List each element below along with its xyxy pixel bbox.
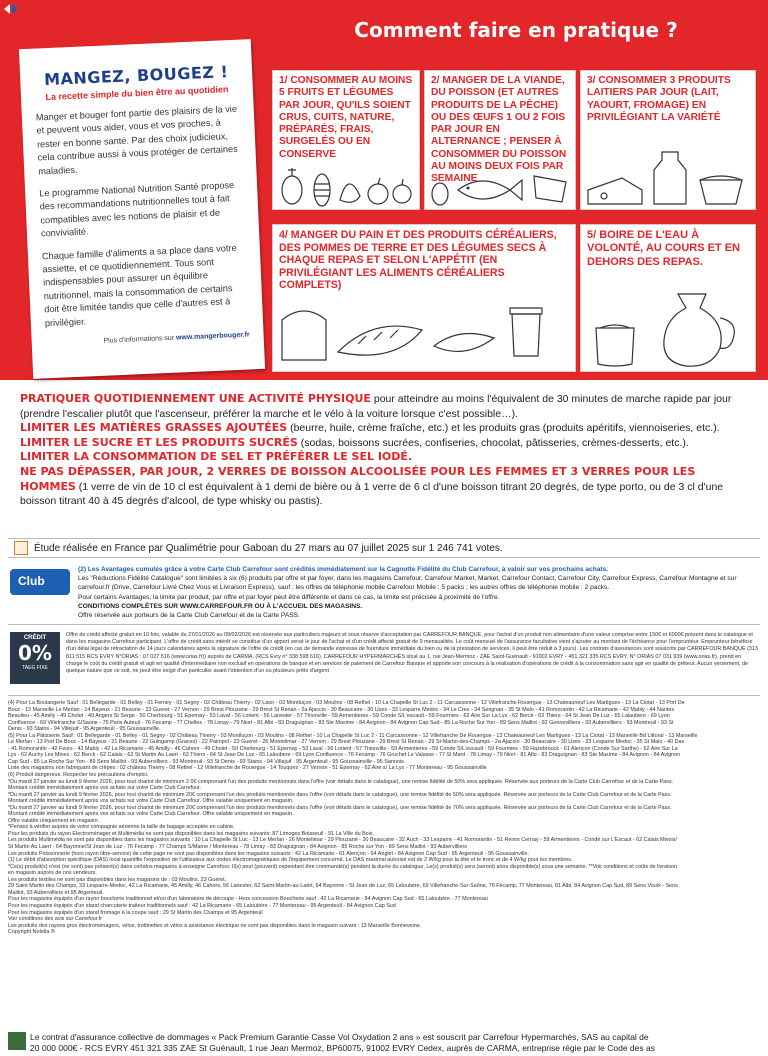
club-carrefour-section <box>8 563 760 625</box>
health-rules <box>20 392 750 509</box>
legal-line: Les produits des rayons gros électroménagers, vélos, trottinettes et vélos à assistance électrique ne sont pas disponibles dans le magasin suivant : 13 Marseille Bonneveine. <box>8 922 422 929</box>
club-conditions: (2) Les Avantages cumulés grâce à votre Carte Club Carrefour sont crédités immédiatement sur la Cagnotte Fidélité du Club Carrefour, à valoir sur vos prochains achats. Les "Réductions Fidélité Catalogue" sont limitées à six (6) produits par offre et par foyer, dans les magasins Carrefour, Carrefour Market, Market, Carrefour Contact, Carrefour City, Carrefour Express, Carrefour Montagne et sur carrefour.fr (Drive, Carrefour Livré Chez Vous et Livraison Express), sauf : les offres de téléphonie mobile Carrefour Mobile : 5 packs ; les autres offres de téléphonie mobile : 2 packs. Pour certains Avantages, la limite par produit, par offre et par foyer peut être différente et dans ce cas, la limite est précisée à proximité de l'offre. CONDITIONS COMPLÈTES SUR WWW.CARREFOUR.FR OU À L'ACCUEIL DES MAGASINS. Offre réservée aux porteurs de la Carte Club Carrefour et de la Carte PASS. <box>78 566 737 620</box>
legal-line: Offre valable uniquement en magasin. <box>8 817 99 824</box>
rule-line: NE PAS DÉPASSER, PAR JOUR, 2 VERRES DE BOISSON ALCOOLISÉE POUR LES FEMMES ET 3 VERRES POUR LES HOMMES (1 verre de vin de 10 cl est équivalent à 1 demi de bière ou à 1 verre de 6 cl d'une boisson titrant 20 degrés, de type porto, ou de 3 cl d'une boisson titrant 40 à 45 degrés d'alcool, de type whisky ou pastis). <box>20 464 724 508</box>
legal-line: Le Merlan - 13 Port De Bouc - 14 Bayeux - 21 Beaune - 22 Guingamp (Graces) - 22 Paimpol - 23 Gueret - 26 Montelimar - 27 Vernon - 29 Brest Plouzane - 29 Brest St Renan - 29 St-Martin-des-Champs - 2a Ajaccio - 30 Beaucaire - 30 Uzes - 33 Lesparre Medoc - 35 St Malo - 40 Dax <box>8 739 685 746</box>
legal-line: Voir conditions des avis sur Carrefour.fr <box>8 916 103 923</box>
legal-line: - 41 Romorantin - 42 Feurs - 42 Mably - 42 La Ricamarie - 45 Amilly - 46 Cahors - 49 Cholet - 50 Cherbourg - 51 Epernay - 53 Laval - 56 Lorient - 57 Thionville - 59 Armentieres - 59 Conde S/L'escault - 59 Fourmies - 59 Hazebrouck - 61 Alencon (Conde Sur Sarthe) - 62 Aire Sur La <box>8 745 678 752</box>
legal-line: Montant crédité immédiatement après vos achats sur votre Carte Club Carrefour. Offre valable uniquement en magasin. <box>8 798 294 805</box>
note-paragraph: Manger et bouger font partie des plaisirs de la vie et peuvent vous aider, vous et vos proches, à rester en bonne santé. Par des choix judicieux, cela contribue aussi à vous protéger de certaines maladies. <box>35 103 238 177</box>
mangez-bougez-note <box>19 39 265 379</box>
legal-line: (6) Produit dangereux. Respecter les précautions d'emploi. <box>8 772 149 779</box>
legal-line: St Martin Au Laert - 64 Bayonne/St Jean de Luz - 76 Fecamp - 77 Champs S/Marne / Montereau - 78 Limay - 83 Draguignan - 84 Avignon - 85 Roche sur Yon - 89 Sens Maillot - 93 Aubervilliers <box>8 844 467 851</box>
legal-line: Les produits Poissonnerie (hors rayon libre-service) de cette page ne sont pas disponibles dans les magasins suivants : 42 La Ricamarie - 61 Alençon - 64 Anglet - 84 Avignon Cap Sud - 95 Argenteuil - 95 Goussainville. <box>8 850 529 857</box>
insurance-icon <box>8 1032 26 1050</box>
legal-line: *Ce(s) produit(s) n'est (ne sont) pas présent(s) dans certains magasins à enseigne Carrefour. Il(s) peut (peuvent) cependant être commandé(s) pendant la durée du catalogue, Le(s) produit(s) sera (seront) alors disponible(s) sous une semaine. **Voir conditions et coûts de livraison <box>8 863 677 870</box>
rule-line: LIMITER LES MATIÈRES GRASSES AJOUTÉES (beurre, huile, crème fraîche, etc.) et les produits gras (produits apéritifs, viennoiseries, etc.). <box>20 421 720 435</box>
legal-line: 29 Saint Martin des Champs, 33 Lesparre-Medoc, 42 La Ricamarie, 45 Amilly, 46 Cahors, 56 Lanester, 62 Saint-Martin-au-Laërt, 64 Bayonne - St Jean de Luz, 65 Laloubère, 69 Villefranche-Sur-Saône, 76 Fécamp, 77 Montereau, 81 Albi, 84 Avignon Cap Sud, 89 Sens Voulx - Sens <box>8 883 678 890</box>
panel-meat-fish-eggs: 2/ MANGER DE LA VIANDE, DU POISSON (ET AUTRES PRODUITS DE LA PÊCHE) OU DES ŒUFS 1 OU 2 FOIS PAR JOUR EN ALTERNANCE ; PENSER À CONSOMMER DU POISSON AU MOINS DEUX FOIS PAR SEMAINE <box>424 70 576 210</box>
panel-fruits-vegetables: 1/ CONSOMMER AU MOINS 5 FRUITS ET LÉGUMES PAR JOUR, QU'ILS SOIENT CRUS, CUITS, NATURE, PRÉPARÉS, FRAIS, SURGELÉS OU EN CONSERVE <box>272 70 420 210</box>
fruits-vegetables-icon <box>274 160 418 208</box>
insurance-footer: Le contrat d'assurance collective de dommages « Pack Premium Garantie Casse Vol Oxydation 2 ans » est souscrit par Carrefour Hypermarchés, SAS au capital de 20 000 000€ - RCS EVRY 451 321 335 ZAE St Guénault, 1 rue Jean Mermoz, BP60075, 91002 EVRY Cedex, auprès de CARMA, entreprise régie par le Code des as <box>8 1032 760 1054</box>
rule-line: LIMITER LE SUCRE ET LES PRODUITS SUCRÉS (sodas, boissons sucrées, confiseries, chocolat, pâtisseries, crèmes-desserts, etc.). <box>20 435 689 449</box>
club-carrefour-logo: Club <box>10 569 70 595</box>
legal-line: Beaulieu - 45 Amilly - 49 Cholet - 49 Angers St Serge - 50 Cherbourg - 51 Epernay - 53 Laval - 56 Lorient - 56 Lanester - 57 Thionville - 59 Armentieres - 59 Conde S/L'escault - 59 Fourmies - 62 Aire Sur La Lys - 62 Berck - 63 Thiers - 64 St Jean De Luz - 65 Lalaubere - 69 Lyon <box>8 713 670 720</box>
meat-fish-eggs-icon <box>426 168 574 208</box>
note-title: MANGEZ, BOUGEZ ! <box>43 62 229 90</box>
note-more-info: Plus d'informations sur www.mangerbouger.fr <box>103 331 250 345</box>
legal-line: Liste des magasins non fabriquant de crêpes : 02 château Thierry - 08 Rethel - 12 Villefranche de Rouergue - 14 Touques - 27 Vernon - 51 Epernay - 62 Aire s/ La Lys - 77 Montereau - 95 Goussainville <box>8 765 487 772</box>
note-paragraph: Le programme National Nutrition Santé propose des recommandations nutritionnelles tout à fait compatibles avec les notions de plaisir et de convivialité. <box>39 179 235 239</box>
legal-line: Pour les magasins équipés d'un rayon boucherie traditionnel et/ou d'un laboratoire de découpe - Hors concession Boucherie sauf : 42 La Ricamarie - 84 Avignon Cap Sud - 65 Laloubère - 77 Montereau <box>8 896 488 903</box>
rule-line: LIMITER LA CONSOMMATION DE SEL ET PRÉFÉRER LE SEL IODÉ. <box>20 450 413 464</box>
legal-line: (4) Pour La Boulangerie Sauf : 01 Bellegarde - 01 Belley - 01 Ferney - 01 Segny - 02 Château Thierry - 02 Laon - 03 Montluçon - 03 Moulins - 08 Rethel - 10 La Chapelle St Luc 2 - 11 Carcassonne - 12 Villefranche Rouergue - 13 Chateauneuf Les Martigues - 13 La Ciotat - 13 Port De <box>8 700 685 706</box>
legal-line: Montant crédité immédiatement après vos achats sur votre Carte Club Carrefour. <box>8 785 201 792</box>
carrefour-logo-icon <box>4 4 18 14</box>
legal-line: Cap Sud - 85 La Roche Sur Yon - 89 Sens Maillot - 93 Aubervilliers - 93 Montreuil - 93 St Denis - 93 Stains - 94 Villejuif - 95 Argenteuil - 95 Goussainville - 95 Sannois. <box>8 758 406 765</box>
panel-water: 5/ BOIRE DE L'EAU À VOLONTÉ, AU COURS ET EN DEHORS DES REPAS. <box>580 224 756 372</box>
legal-line: *Du mardi 27 janvier au lundi 9 février 2026, pour tout chariot de minimum 20€ comprenant l'un des produits mentionnés dans l'offre (voir détails dans le catalogue), une remise fidélité de 70% sera appliquée. Réservée aux porteurs de la Carte Club Carrefour et de la Carte Pass. <box>8 804 672 811</box>
legal-line: Montant crédité immédiatement après vos achats sur votre Carte Club Carrefour. Offre valable uniquement en magasin. <box>8 811 294 818</box>
product-of-year-icon <box>14 541 28 555</box>
mangerbouger-link[interactable]: www.mangerbouger.fr <box>175 331 250 342</box>
legal-notes <box>8 700 760 936</box>
legal-line: Pour les produits du rayon Électroménager et Multimédia ne sont pas disponibles dans les magasins suivants: 87 Limoges Boisseuil - 91 La Ville du Bois. <box>8 830 375 837</box>
legal-line: Pour les magasins équipés d'un stand charcuterie traiteur traditionnels sauf : 42 La Ricamarie - 65 Laloubère - 77 Montereau - 95 Argenteuil - 84 Avignon Cap Sud <box>8 902 396 909</box>
legal-line: en magasin auprès de nos vendeurs. <box>8 870 97 877</box>
note-paragraph: Chaque famille d'aliments a sa place dans votre assiette, et ce quotidiennement. Tous sont indispensables pour assurer un équilibre nutritionnel, mais la consommation de certains doit être limitée tandis que celle d'autres est à privilégier. <box>41 242 237 329</box>
legal-line: *Du mardi 27 janvier au lundi 9 février 2026, pour tout chariot de minimum 20€ comprenant l'un des produits mentionnés dans l'offre (voir détails dans le catalogue), une remise fidélité de 50% sera appliquée. Réservée aux porteurs de la Carte Club Carrefour et de la Carte Pass. <box>8 791 672 798</box>
poll-notice: Étude réalisée en France par Qualimétrie pour Gaboan du 27 mars au 07 juillet 2025 sur 1 246 741 votes. <box>8 538 760 558</box>
legal-line: Maillot, 93 Aubervilliers et 95 Argenteuil. <box>8 889 104 896</box>
legal-line: Denis - 93 Stains - 94 Villejuif - 95 Argenteuil - 95 Goussainville. <box>8 726 161 733</box>
legal-line: *Pensez à vérifier auprès de votre compagnie aérienne la taille de bagage acceptée en cabine. <box>8 824 235 831</box>
top-red-band <box>0 0 768 380</box>
panel-dairy: 3/ CONSOMMER 3 PRODUITS LAITIERS PAR JOUR (LAIT, YAOURT, FROMAGE) EN PRIVILÉGIANT LA VARIÉTÉ <box>580 70 756 210</box>
legal-line: Confluence - 69 Villefranche S/Saone - 75 Paris Auteuil - 76 Fecamp - 77 Chelles - 78 Limay - 79 Niort - 81 Albi - 83 Draguignan - 83 Ste Maxime - 84 Avignon - 84 Avignon Cap Sud - 85 La Roche Sur Yon - 89 Sens Maillot - 92 Gennevilliers - 93 Aubervilliers - 93 Montreuil - 93 St <box>8 719 674 726</box>
credit-conditions: Offre de crédit affecté gratuit en 10 fois, valable du 27/01/2026 au 09/02/2026 est réservée aux particuliers majeurs et sous réserve d'acceptation par CARREFOUR BANQUE, pour l'achat d'un produit non alimentaire d'une valeur comprise entre 150€ et 6000€ présent dans le catalogue et dans les magasins Carrefour participant. L'offre de crédit sans intérêt se constitue d'un apport versé le jour de l'achat et d'un crédit affecté gratuit de 9 mensualités. Le coût mensuel de l'assurance facultative vient s'ajouter au montant de l'échéance pour l'emprunteur. Emprunteur bénéficie d'un délai légal de rétractation de 14 jours calendaires après la signature de l'offre de crédit (en cas de demande expresse de fourniture immédiate du bien ou de la prestation de services, il peut être réduit à 3 jours). Les contrats d'assurances sont souscrits par CARREFOUR BANQUE (313 811 515 RCS EVRY N°ORIAS : 07 027 516 (www.orias.fr)) auprès de CARMA, (RCS Evry n° 338 598 616). CARREFOUR HYPERMARCHÉS situé au 1, rue Jean-Mermoz - ZAE Saint-Guénault - 91002 EVRY - 451 321 335 RCS EVRY, N° ORIAS 07 031 939 (www.orias.fr), prend en charge le coût du crédit gratuit et agit en qualité d'intermédiaire non exclusif en opérations de banque et en services de paiement de Carrefour Banque et apporte son concours à la réalisation d'opérations de crédit à la consommation sans agir en qualité de prêteur. Aucun versement, de quelque nature que ce soit, ne peut être exigé d'un particulier avant l'obtention d'un ou plusieurs prêts d'argent <box>66 632 758 675</box>
legal-line: Lys - 62 Auchy Les Mines - 62 Berck - 62 Calais - 62 St Martin Au Laert - 63 Thiers - 64 St Jean De Luz - 65 Laloubere - 69 Lyon Confluence - 76 Fecamp - 76 Gruchet Le Valasse - 77 St Mard - 78 Limay - 79 Niort - 81 Albi - 83 Draguignan - 83 Ste Maxime - 84 Avignon - 84 Avignon <box>8 752 681 759</box>
note-subtitle: La recette simple du bien être au quotidien <box>45 84 229 103</box>
bread-cereals-icon <box>274 296 574 370</box>
credit-section <box>8 630 760 696</box>
rule-line: PRATIQUER QUOTIDIENNEMENT UNE ACTIVITÉ PHYSIQUE pour atteindre au moins l'équivalent de 30 minutes de marche rapide par jour (prendre l'escalier plutôt que l'ascenseur, préférer la marche et le vélo à la voiture lorsque c'est possible…). <box>20 392 732 420</box>
legal-line: Bouc - 13 Marseille Le Merlan - 14 Bayeux - 21 Beaune - 23 Gueret - 27 Vernon - 29 Brest Plouzane - 29 Brest St Renan - 2a Ajaccio - 30 Beaucaire - 30 Uzes - 33 Lesparre Medoc - 34 Le Cres - 34 Serignan - 35 St Malo - 41 Romorantin - 42 La Ricamarie - 42 Mably - 44 Nantes <box>8 706 675 713</box>
legal-line: (1) Le débit d'absorption spécifique (DAS) local quantifie l'exposition de l'utilisateur aux ondes électromagnétiques de l'équipement concerné. Le DAS maximal autorisé est de 2 W/kg pour la tête et le tronc et de 4 W/kg pour les membres. <box>8 857 573 864</box>
legal-line: Copyright Nutella ® <box>8 929 55 936</box>
panel-bread-cereals: 4/ MANGER DU PAIN ET DES PRODUITS CÉRÉALIERS, DES POMMES DE TERRE ET DES LÉGUMES SECS À CHAQUE REPAS ET SELON L'APPÉTIT (EN PRIVILÉGIANT LES ALIMENTS CÉRÉALIERS COMPLETS) <box>272 224 576 372</box>
legal-line: Les produits textiles ne sont pas disponibles dans les magasins de : 03 Moulins, 23 Guéret, <box>8 876 227 883</box>
legal-line: (5) Pour La Pâtisserie Sauf : 01 Bellegarde - 01 Belley - 01 Segny - 02 Château Thierry - 03 Montluçon - 03 Moulins - 08 Rethel - 10 La Chapelle St Luc 2 - 11 Carcassonne - 12 Villefranche De Rouergue - 13 Chateauneuf Les Martigues - 13 La Ciotat - 13 Marseille Bd Littoral - 13 Marseille <box>8 732 698 739</box>
legal-line: Les produits Multimédia ne sont pas disponibles dans les magasins suivants : 10 La Chapelle St Luc - 13 Le Merlan - 26 Montelimar - 29 Plouzané - 30 Beaucaire - 32 Auch - 33 Lesparre - 41 Romorantin - 51 Reims Cernay - 59 Armentières - Condé sur L'Escaut - 62 Calais Mivoix/ <box>8 837 677 844</box>
legal-line: *Du mardi 27 janvier au lundi 9 février 2026, pour tout chariot de minimum 2 0€ comprenant l'un des produits mentionnés dans l'offre (voir détails dans le catalogue), une remise fidélité de 50% sera appliquée. Réservée aux porteurs de la Carte Club Carrefour et de la Carte Pass. <box>8 778 674 785</box>
legal-line: Pour les magasins équipés d'un stand fromage à la coupe sauf : 29 St Martin des Champs et 95 Argenteuil <box>8 909 263 916</box>
page-headline: Comment faire en pratique ? <box>354 18 678 42</box>
water-jug-glass-icon <box>582 288 754 370</box>
dairy-icon <box>582 150 754 208</box>
credit-0-percent-badge: CRÉDIT 0% TAEG FIXE <box>10 632 60 684</box>
